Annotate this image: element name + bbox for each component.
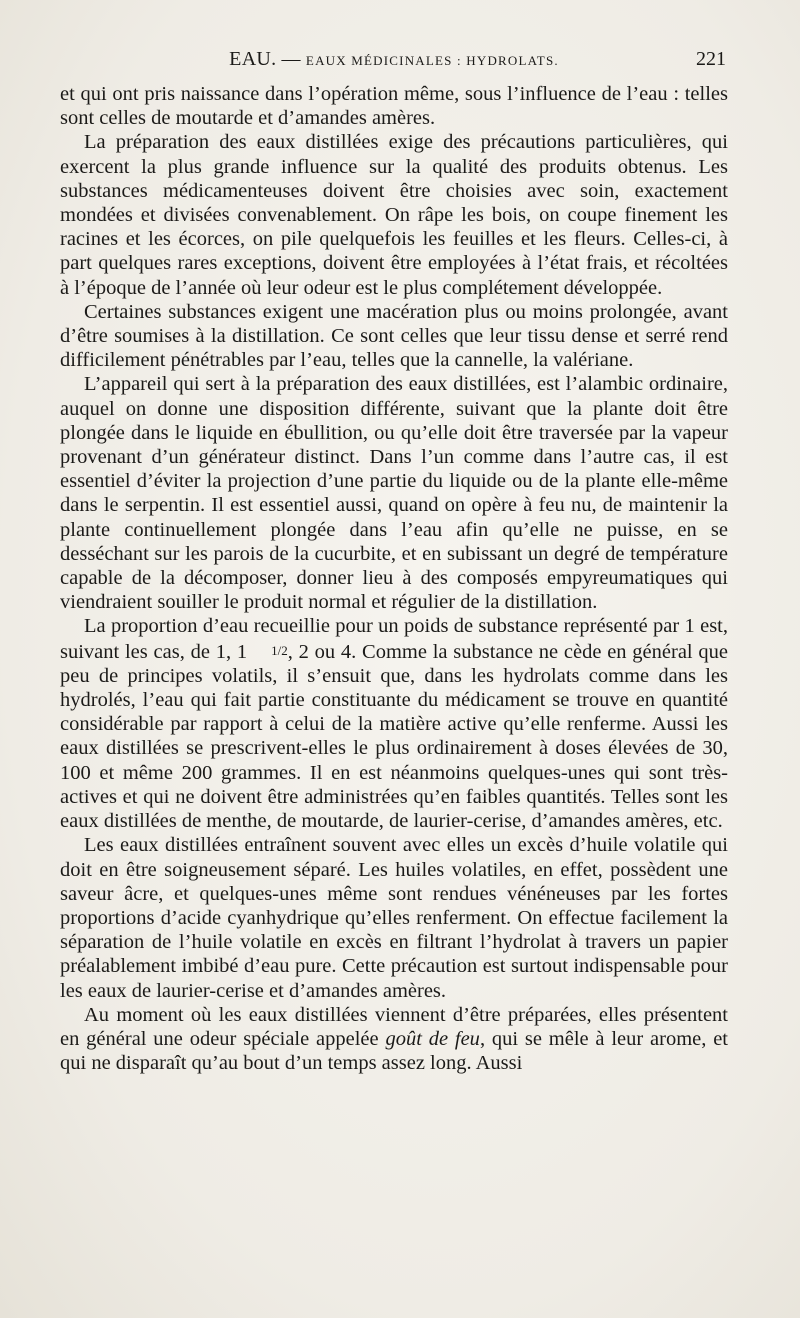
page-header	[62, 44, 726, 74]
running-title-sub: EAUX MÉDICINALES : HYDROLATS.	[305, 53, 559, 68]
paragraph-6-part-b: , qui se mêle à leur arome, et qui ne disparaît qu’au bout d’un temps assez long. Aussi	[60, 1027, 728, 1075]
italic-term: goût de feu	[385, 1027, 480, 1050]
running-title-dash: —	[281, 49, 301, 70]
paragraph-6	[60, 1003, 728, 1076]
paragraph-4-part-b: , 2 ou 4. Comme la substance ne cède en général que peu de principes volatils, il s’ensuit que, dans les hydrolats comme dans les hydrolés, l’eau qui fait partie constituante du médicament se trouve en quantité considérable par rapport à celui de la matière active qu’elle renferme. Aussi les eaux distillées se prescrivent-elles le plus ordinairement à doses élevées de 30, 100 et même 200 grammes. Il en est néanmoins quelques-unes qui sont très-actives et qui ne doivent être administrées qu’en faibles quantités. Telles sont les eaux distillées de menthe, de moutarde, de laurier-cerise, d’amandes amères, etc.	[60, 640, 728, 833]
paragraph-4-part-a: La proportion d’eau recueillie pour un poids de substance représenté par 1 est, suivant les cas, de 1, 1	[60, 615, 728, 663]
running-title-main: EAU.	[229, 48, 277, 70]
paragraph-5: Les eaux distillées entraînent souvent avec elles un excès d’huile volatile qui doit en être soigneusement séparé. Les huiles volatiles, en effet, possèdent une saveur âcre, et quelques-unes même sont rendues vénéneuses par les fortes proportions d’acide cyanhydrique qu’elles renferment. On effectue facilement la séparation de l’huile volatile en excès en filtrant l’hydrolat à travers un papier préalablement imbibé d’eau pure. Cette précaution est surtout indispensable pour les eaux de laurier-cerise et d’amandes amères.	[60, 834, 728, 1002]
paragraph-1: La préparation des eaux distillées exige des précautions particulières, qui exercent la plus grande influence sur la qualité des produits obtenus. Les substances médicamenteuses doivent être choisies avec soin, exactement mondées et divisées convenablement. On râpe les bois, on coupe finement les racines et les écorces, on pile quelquefois les feuilles et les fleurs. Celles-ci, à part quelques rares exceptions, doivent être employées à l’état frais, et récoltées à l’époque de l’année où leur odeur est le plus complétement développée.	[60, 131, 728, 299]
paragraph-3: L’appareil qui sert à la préparation des eaux distillées, est l’alambic ordinaire, auquel on donne une disposition différente, suivant que la plante doit être plongée dans le liquide en ébullition, ou qu’elle doit être traversée par la vapeur provenant d’un générateur distinct. Dans l’un comme dans l’autre cas, il est essentiel d’éviter la projection d’une partie du liquide ou de la plante elle-même dans le serpentin. Il est essentiel aussi, quand on opère à feu nu, de maintenir la plante continuellement plongée dans l’eau afin qu’elle ne puisse, en se desséchant sur les parois de la cucurbite, et en subissant un degré de température capable de la décomposer, donner lieu à des composés empyreumatiques qui viendraient souiller le produit normal et régulier de la distillation.	[60, 373, 728, 614]
paragraph-6-part-a: Au moment où les eaux distillées viennent d’être préparées, elles présentent en général une odeur spéciale appelée	[60, 1003, 728, 1050]
paragraph-0: et qui ont pris naissance dans l’opération même, sous l’influence de l’eau : telles sont celles de moutarde et d’amandes amères.	[60, 83, 728, 130]
paragraph-4	[60, 614, 728, 833]
fraction-half: 1/2	[271, 642, 288, 658]
paragraph-2: Certaines substances exigent une macération plus ou moins prolongée, avant d’être soumises à la distillation. Ce sont celles que leur tissu dense et serré rend difficilement pénétrables par l’eau, telles que la cannelle, la valériane.	[60, 300, 728, 372]
running-title	[62, 44, 726, 76]
body-text	[60, 82, 728, 1075]
page-number: 221	[696, 48, 726, 70]
